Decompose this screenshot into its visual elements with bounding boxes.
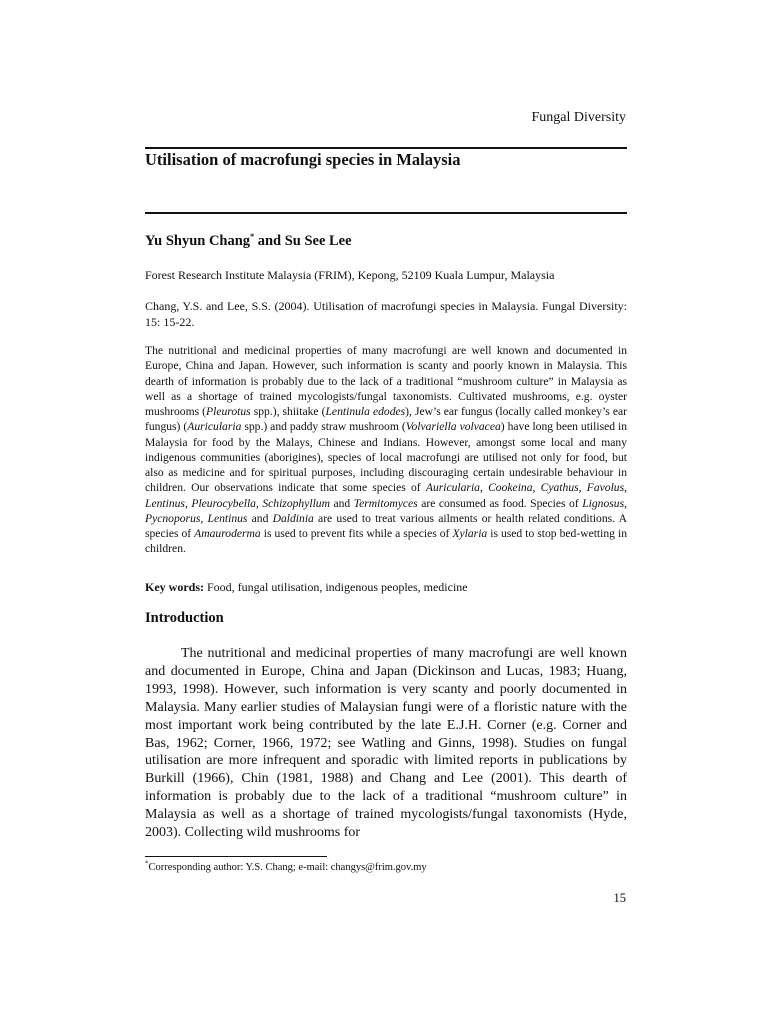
paper-title: Utilisation of macrofungi species in Malaysia <box>145 150 461 169</box>
author-second: and Su See Lee <box>254 233 352 249</box>
footnote-text: Corresponding author: Y.S. Chang; e-mail: changys@frim.gov.my <box>148 862 427 873</box>
corresponding-author-marker: * <box>250 232 255 242</box>
introduction-body: The nutritional and medicinal properties of many macrofungi are well known and documented in Europe, China and Japan (Dickinson and Lucas, 1983; Huang, 1993, 1998). However, such information is very scanty and poorly documented in Malaysia. Many earlier studies of Malaysian fungi were of a floristic nature with the most important work being contributed by the late E.J.H. Corner (e.g. Corner and Bas, 1962; Corner, 1966, 1972; see Watling and Ginns, 1998). Studies on fungal utilisation are more infrequent and sporadic with limited reports in publications by Burkill (1966), Chin (1981, 1988) and Chang and Lee (2001). This dearth of information is probably due to the lack of a traditional “mushroom culture” in Malaysia as well as a shortage of trained mycologists/fungal taxonomists (Hyde, 2003). Collecting wild mushrooms for <box>145 646 627 841</box>
page-number: 15 <box>613 891 626 905</box>
footnote-rule <box>145 856 327 857</box>
title-bottom-rule <box>145 212 627 214</box>
keywords-text: Food, fungal utilisation, indigenous peoples, medicine <box>204 580 468 594</box>
author-first: Yu Shyun Chang <box>145 233 251 249</box>
citation: Chang, Y.S. and Lee, S.S. (2004). Utilisation of macrofungi species in Malaysia. Fungal Diversity: 15: 15-22. <box>145 299 627 329</box>
abstract: The nutritional and medicinal properties of many macrofungi are well known and documented in Europe, China and Japan. However, such information is scanty and poorly known in Malaysia. This dearth of information is probably due to the lack of a traditional “mushroom culture” in Malaysia as well as a shortage of trained mycologists/fungal taxonomists. Cultivated mushrooms, e.g. oyster mushrooms (Pleurotus spp.), shiitake (Lentinula edodes), Jew’s ear fungus (locally called monkey’s ear fungus) (Auricularia spp.) and paddy straw mushroom (Volvariella volvacea) have long been utilised in Malaysia for food by the Malays, Chinese and Indians. However, amongst some local and many indigenous communities (aborigines), species of local macrofungi are utilised not only for food, but also as medicine and for spiritual purposes, including discouraging certain undesirable behaviour in children. Our observations indicate that some species of Auricularia, Cookeina, Cyathus, Favolus, Lentinus, Pleurocybella, Schizophyllum and Termitomyces are consumed as food. Species of Lignosus, Pycnoporus, Lentinus and Daldinia are used to treat various ailments or health related conditions. A species of Amauroderma is used to prevent fits while a species of Xylaria is used to stop bed-wetting in children. <box>145 344 628 556</box>
journal-name: Fungal Diversity <box>531 110 626 125</box>
author-line <box>145 233 352 250</box>
title-top-rule <box>145 147 627 149</box>
keywords-label: Key words: <box>145 580 204 594</box>
affiliation: Forest Research Institute Malaysia (FRIM), Kepong, 52109 Kuala Lumpur, Malaysia <box>145 268 555 282</box>
introduction-heading: Introduction <box>145 610 224 626</box>
footnote <box>145 859 627 873</box>
footnote-marker: * <box>145 859 149 868</box>
keywords <box>145 580 627 595</box>
